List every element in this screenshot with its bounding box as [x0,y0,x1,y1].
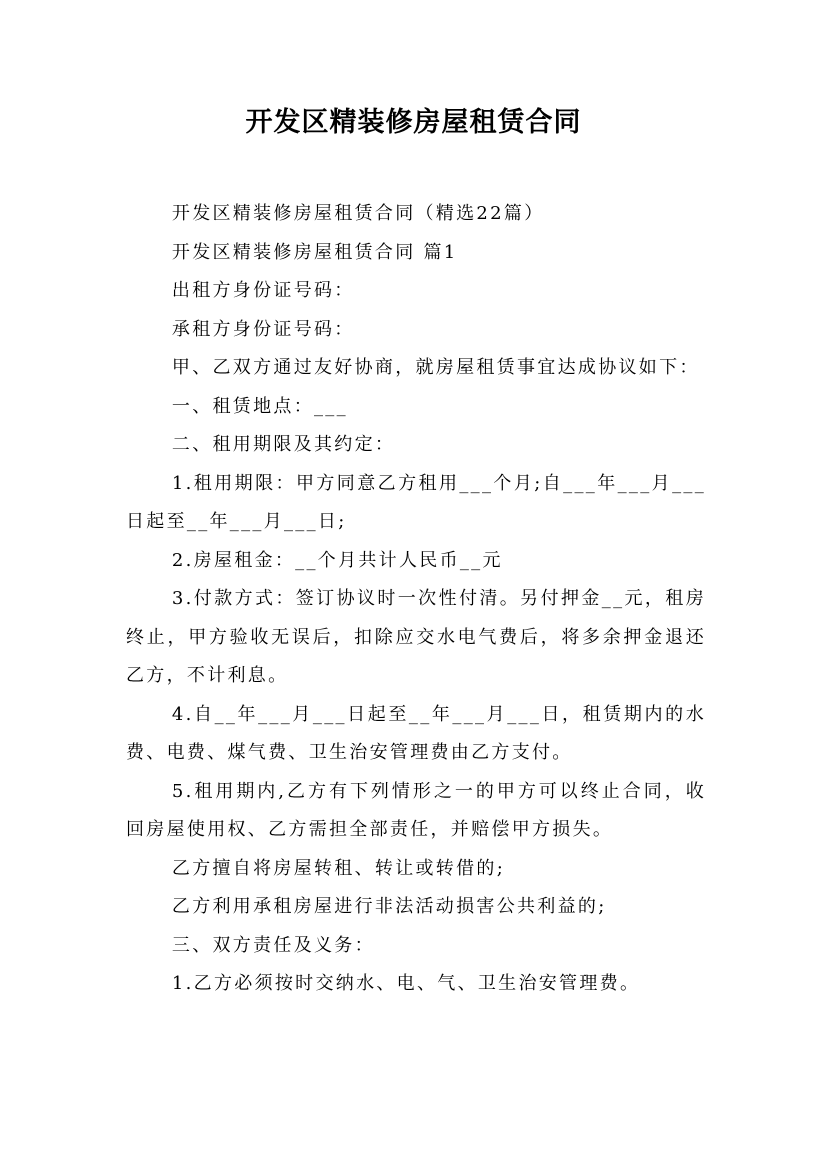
paragraph-14: 乙方利用承租房屋进行非法活动损害公共利益的; [171,896,607,917]
paragraph-15: 三、双方责任及义务： [171,934,375,956]
paragraph-7: 二、租用期限及其约定： [171,434,396,455]
paragraph-5: 甲、乙双方通过友好协商，就房屋租赁事宜达成协议如下： [171,357,700,378]
document-title: 开发区精装修房屋租赁合同 [245,107,582,138]
paragraph-9: 2.房屋租金：__个月共计人民币__元 [171,549,503,571]
paragraph-3: 出租方身份证号码： [171,280,355,301]
paragraph-13: 乙方擅自将房屋转租、转让或转借的; [171,857,506,879]
paragraph-12: 5.租用期内,乙方有下列情形之一的甲方可以终止合同，收回房屋使用权、乙方需担全部责任，并赔偿甲方损失。 [126,780,706,840]
paragraph-8: 1.租用期限：甲方同意乙方租用___个月;自___年___月___日起至__年___月___日; [126,472,706,532]
paragraph-16: 1.乙方必须按时交纳水、电、气、卫生治安管理费。 [171,973,641,994]
paragraph-2: 开发区精装修房屋租赁合同 篇1 [171,241,458,263]
paragraph-10: 3.付款方式：签订协议时一次性付清。另付押金__元，租房终止，甲方验收无误后，扣除应交水电气费后，将多余押金退还乙方，不计利息。 [126,588,706,686]
paragraph-4: 承租方身份证号码： [171,318,355,340]
paragraph-11: 4.自__年___月___日起至__年___月___日，租赁期内的水费、电费、煤气费、卫生治安管理费由乙方支付。 [126,703,706,763]
document-body [126,195,706,1004]
paragraph-6: 一、租赁地点：___ [171,395,348,417]
paragraph-1: 开发区精装修房屋租赁合同（精选22篇） [171,203,545,224]
